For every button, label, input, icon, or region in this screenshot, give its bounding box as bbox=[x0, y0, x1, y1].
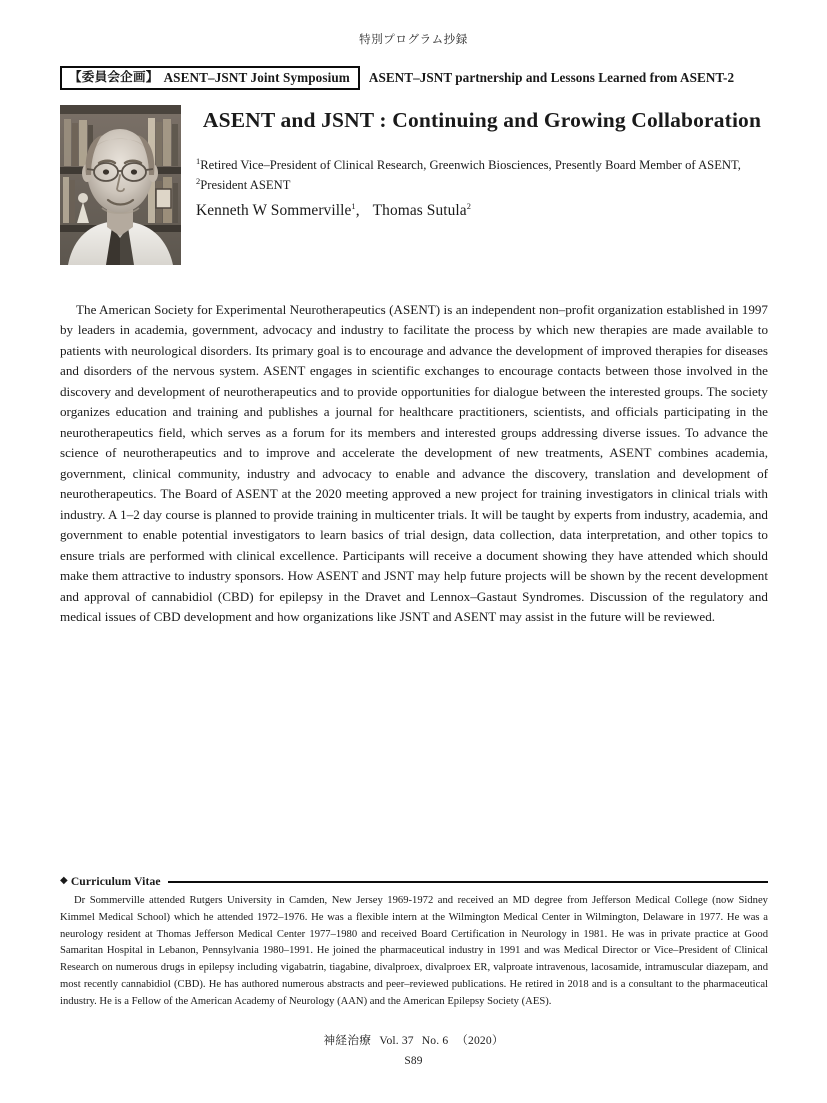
journal-name: 神経治療 bbox=[323, 1033, 372, 1047]
curriculum-vitae-text: Dr Sommerville attended Rutgers University in Camden, New Jersey 1969-1972 and received an MD degree from Jefferson Medical College (now Sidney Kimmel Medical School) which he attended 1972–1976. He was a flexible intern at the Wilmington Medical Center in Wilmington, Delaware in 1977. He was a neurology resident at Thomas Jefferson Medical Center 1977–1980 and received Board Certification in Neurology in 1981. He was in private practice at Good Samaritan Hospital in Lebanon, Pennsylvania 1980–1991. He joined the pharmaceutical industry in 1991 and was Medical Director or Vice–President of Clinical Research on numerous drugs in epilepsy including vigabatrin, tiagabine, divalproex, divalproex ER, valproate intravenous, lacosamide, intramuscular diazepam, and most recently cannabidiol (CBD). He has authored numerous abstracts and peer–reviewed publications. He retired in 2018 and is a consultant to the pharmaceutical industry. He is a Fellow of the American Academy of Neurology (AAN) and the American Epilepsy Society (AES). bbox=[60, 895, 768, 1007]
abstract-text: The American Society for Experimental Neurotherapeutics (ASENT) is an independent non–profit organization established in 1997 by leaders in academia, government, advocacy and industry to facilitate the process by which new therapies are made available to patients with neurological disorders. Its primary goal is to encourage and advance the development of improved therapies for diseases and disorders of the nervous system. ASENT engages in scientific exchanges to encourage contacts between those involved in the discovery and development of neurotherapeutics and to provide opportunities for dialogue between the interested groups. The society organizes education and training and publishes a journal for healthcare practitioners, scientists, and officials participating in the neurotherapeutics field, which serves as a forum for its members and interested groups addressing diverse issues. To advance the science of neurotherapeutics and to improve and accelerate the development of new treatments, ASENT combines academia, government, clinical community, industry and advocacy to enable and advance the discovery, translation and development of neurotherapeutics. The Board of ASENT at the 2020 meeting approved a new project for training investigators in clinical trials with industry. A 1–2 day course is planned to provide training in multicenter trials. It will be taught by experts from industry, academia, and government to enable potential investigators to learn basics of trial design, data collection, data interpretation, and other topics to ensure trials are performed with clinical excellence. Participants will receive a document showing they have attended which should make them attractive to industry sponsors. How ASENT and JSNT may help future projects will be shown by the recent development and approval of cannabidiol (CBD) for epilepsy in the Dravet and Lennox–Gastaut Syndromes. Discussion of the regulatory and medical issues of CBD development and how organizations like JSNT and ASENT may assist in the future will be reviewed. bbox=[60, 302, 768, 625]
author-portrait bbox=[60, 105, 181, 265]
title-block bbox=[196, 107, 768, 220]
curriculum-vitae-label: Curriculum Vitae bbox=[70, 875, 161, 888]
running-head: 特別プログラム抄録 bbox=[359, 32, 468, 46]
diamond-icon: ◆ bbox=[60, 875, 68, 886]
curriculum-vitae-heading bbox=[60, 875, 768, 888]
page-number: S89 bbox=[404, 1054, 423, 1067]
session-committee-label: 【委員会企画】 bbox=[69, 69, 159, 85]
session-type-box bbox=[60, 66, 360, 90]
affiliation-2-marker: 2 bbox=[196, 177, 201, 187]
session-subtitle: ASENT–JSNT partnership and Lessons Learned from ASENT-2 bbox=[368, 70, 735, 85]
curriculum-vitae-section bbox=[60, 875, 768, 1010]
issue-number-label: No. 6 bbox=[421, 1034, 449, 1047]
author-list bbox=[196, 202, 768, 220]
affiliation-2-text: President ASENT bbox=[200, 178, 291, 193]
author-name-1: Kenneth W Sommerville bbox=[196, 201, 352, 219]
affiliation-2 bbox=[196, 175, 768, 195]
article-title: ASENT and JSNT : Continuing and Growing Collaboration bbox=[202, 108, 762, 132]
author-1-marker: 1 bbox=[351, 201, 356, 211]
volume-label: Vol. 37 bbox=[379, 1034, 414, 1047]
affiliation-1 bbox=[196, 155, 768, 175]
session-header-bar bbox=[60, 66, 768, 90]
author-2-marker: 2 bbox=[466, 201, 472, 211]
portrait-image bbox=[60, 105, 181, 265]
page-footer bbox=[0, 1032, 827, 1071]
author-separator: , bbox=[355, 201, 360, 219]
affiliation-1-text: Retired Vice–President of Clinical Research, Greenwich Biosciences, Presently Board Member of ASENT, bbox=[200, 157, 741, 172]
author-name-2: Thomas Sutula bbox=[372, 201, 467, 219]
year-label: （2020） bbox=[456, 1034, 504, 1047]
session-symposium-label: ASENT–JSNT Joint Symposium bbox=[163, 69, 350, 85]
affiliation-1-marker: 1 bbox=[196, 156, 201, 166]
heading-rule bbox=[168, 881, 768, 883]
